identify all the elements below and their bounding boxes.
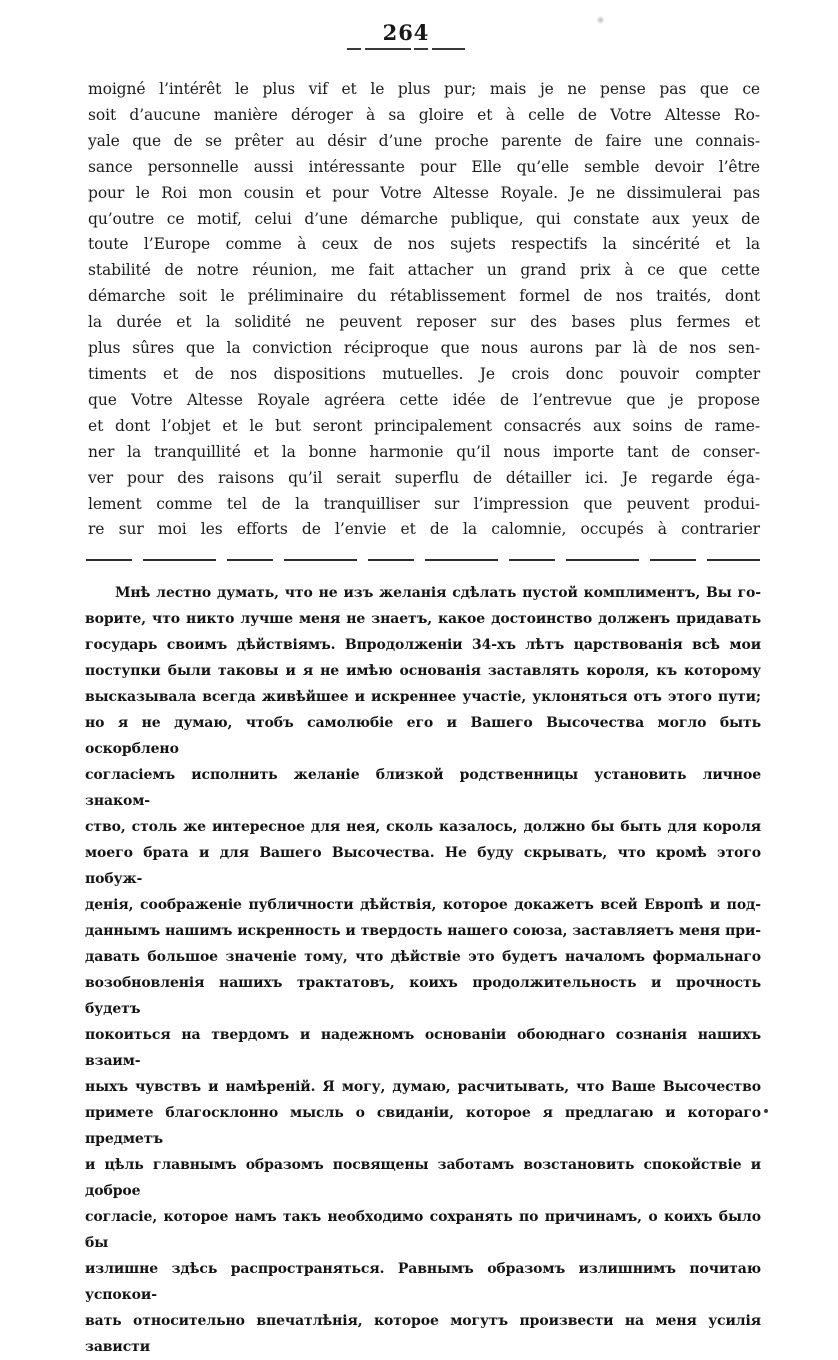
text-line: sance personnelle aussi intéressante pour Elle qu’elle semble devoir l’être <box>88 157 760 176</box>
text-line: stabilité de notre réunion, me fait attacher un grand prix à ce que cette <box>88 261 760 280</box>
text-line: даннымъ нашимъ искренность и твердость нашего союза, заставляетъ меня при- <box>85 923 761 939</box>
text-line: высказывала всегда живѣйшее и искреннее участіе, уклоняться отъ этого пути; <box>85 689 761 705</box>
text-line: покоиться на твердомъ и надежномъ основаніи обоюднаго сознанія нашихъ взаим- <box>85 1027 761 1069</box>
text-line: plus sûres que la conviction réciproque que nous aurons par là de nos sen- <box>88 339 760 358</box>
text-line: ner la tranquillité et la bonne harmonie qu’il nous importe tant de conser- <box>88 442 760 461</box>
text-line: ство, столь же интересное для нея, сколь казалось, должно бы быть для короля <box>85 819 761 835</box>
text-line: Мнѣ лестно думать, что не изъ желанія сдѣлать пустой комплиментъ, Вы го- <box>115 585 761 601</box>
text-line: toute l’Europe comme à ceux de nos sujets respectifs la sincérité et la <box>88 235 760 254</box>
text-line: démarche soit le préliminaire du rétablissement formel de nos traités, dont <box>88 287 760 306</box>
text-line: la durée et la solidité ne peuvent reposer sur des bases plus fermes et <box>88 313 760 332</box>
text-line: re sur moi les efforts de l’envie et de la calomnie, occupés à contrarier <box>88 520 760 539</box>
text-line: поступки были таковы и я не имѣю основанія заставлять короля, къ которому <box>85 663 761 679</box>
text-line: et dont l’objet et le but seront principalement consacrés aux soins de rame- <box>88 416 760 435</box>
text-line: pour le Roi mon cousin et pour Votre Altesse Royale. Je ne dissimulerai pas <box>88 183 760 202</box>
page-number-underline <box>347 48 465 50</box>
text-line: давать большое значеніе тому, что дѣйствіе это будетъ началомъ формальнаго <box>85 949 761 965</box>
text-line: timents et de nos dispositions mutuelles. Je crois donc pouvoir compter <box>88 364 760 383</box>
text-line: согласіемъ исполнить желаніе близкой родственницы установить личное знаком- <box>85 767 761 809</box>
scan-speck-bottom <box>764 1109 768 1113</box>
footnote-divider-rule <box>86 559 760 561</box>
text-line: lement comme tel de la tranquilliser sur l’impression que peuvent produi- <box>88 494 760 513</box>
text-line: излишне здѣсь распространяться. Равнымъ образомъ излишнимъ почитаю успокои- <box>85 1261 761 1303</box>
french-paragraph <box>88 77 760 543</box>
text-line: soit d’aucune manière déroger à sa gloire et à celle de Votre Altesse Ro- <box>88 105 760 124</box>
text-line: qu’outre ce motif, celui d’une démarche publique, qui constate aux yeux de <box>88 209 760 228</box>
page-number: 264 <box>382 20 430 45</box>
text-line: согласіе, которое намъ такъ необходимо сохранять по причинамъ, о коихъ было бы <box>85 1209 761 1251</box>
text-line: ворите, что никто лучше меня не знаетъ, какое достоинство долженъ придавать <box>85 611 761 627</box>
text-line: que Votre Altesse Royale agréera cette idée de l’entrevue que je propose <box>88 390 760 409</box>
scan-speck-top <box>596 16 605 24</box>
text-line: денія, соображеніе публичности дѣйствія, которое докажетъ всей Европѣ и под- <box>85 897 761 913</box>
text-line: возобновленія нашихъ трактатовъ, коихъ продолжительность и прочность будетъ <box>85 975 761 1017</box>
text-line: yale que de se prêter au désir d’une proche parente de faire une connais- <box>88 131 760 150</box>
russian-footnote-paragraph <box>85 580 761 1360</box>
text-line: вать относительно впечатлѣнія, которое могутъ произвести на меня усилія зависти <box>85 1313 761 1355</box>
text-line: но я не думаю, чтобъ самолюбіе его и Вашего Высочества могло быть оскорблено <box>85 715 761 757</box>
text-line: ver pour des raisons qu’il serait superflu de détailler ici. Je regarde éga- <box>88 468 760 487</box>
text-line: моего брата и для Вашего Высочества. Не буду скрывать, что кромѣ этого побуж- <box>85 845 761 887</box>
text-line: примете благосклонно мысль о свиданіи, которое я предлагаю и котораго предметъ <box>85 1105 761 1147</box>
text-line: moigné l’intérêt le plus vif et le plus pur; mais je ne pense pas que ce <box>88 80 760 98</box>
text-line: ныхъ чувствъ и намѣреній. Я могу, думаю, расчитывать, что Ваше Высочество <box>85 1079 761 1095</box>
text-line: государь своимъ дѣйствіямъ. Впродолженіи 34-хъ лѣтъ царствованія всѣ мои <box>85 637 761 653</box>
text-line: и цѣль главнымъ образомъ посвящены заботамъ возстановить спокойствіе и доброе <box>85 1157 761 1199</box>
